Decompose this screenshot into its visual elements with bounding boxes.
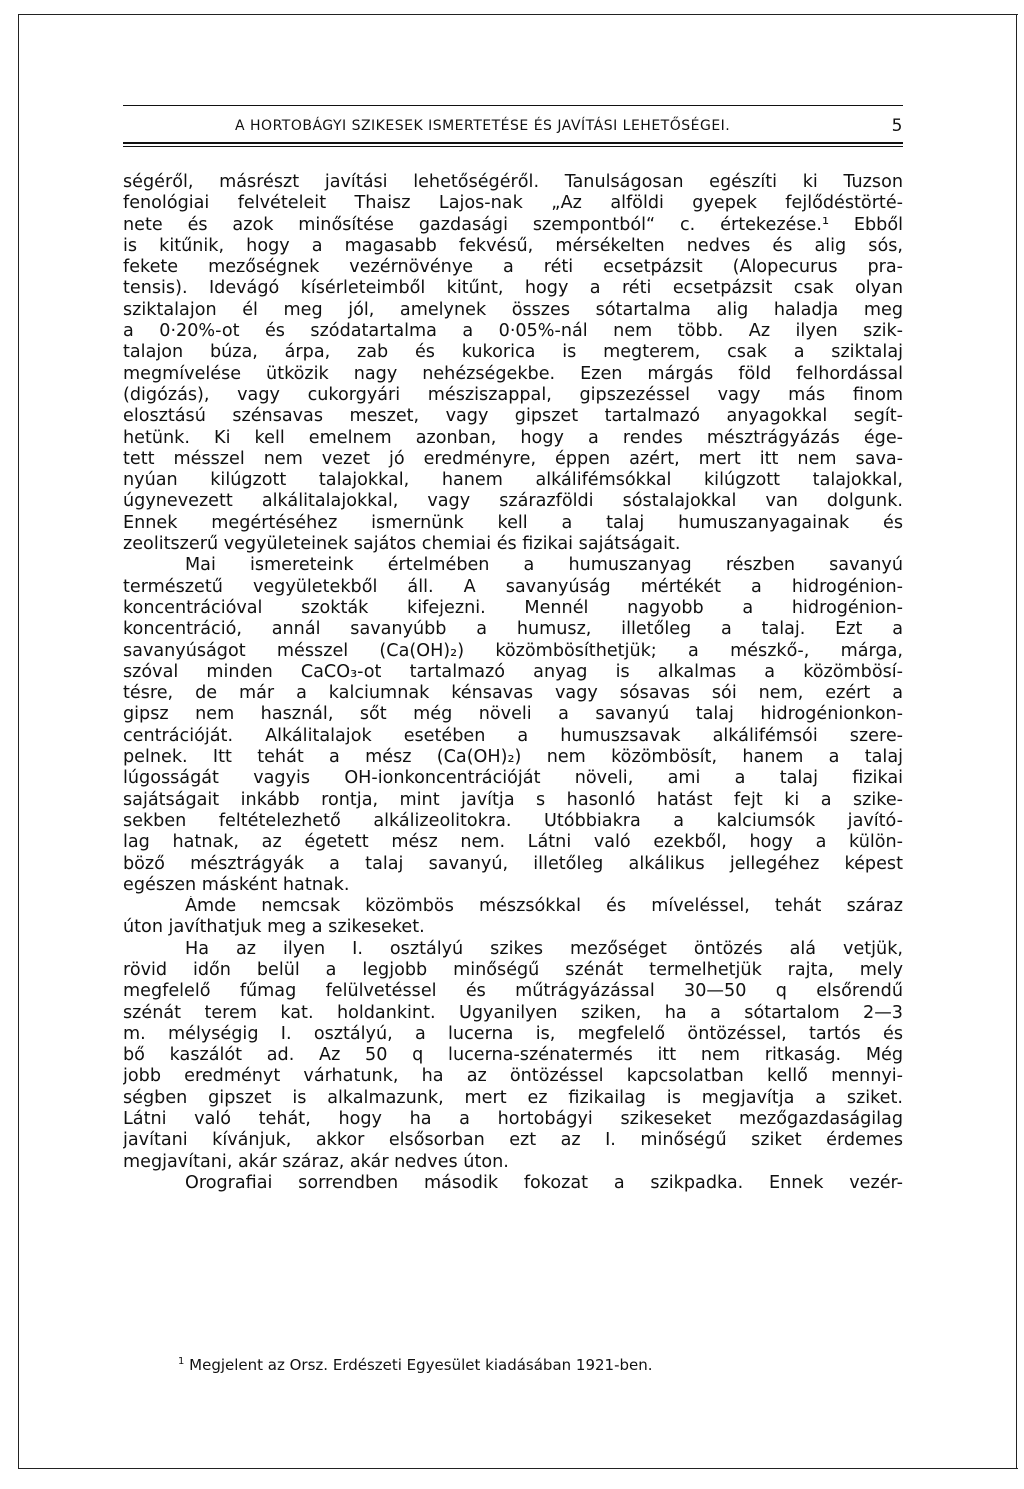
text-line: Látni való tehát, hogy ha a hortobágyi szikeseket mezőgazdaságilag [123, 1109, 903, 1130]
text-line: javítani kívánjuk, akkor elsősorban ezt az I. minőségű sziket érdemes [123, 1130, 903, 1151]
running-header-title: A HORTOBÁGYI SZIKESEK ISMERTETÉSE ÉS JAVÍTÁSI LEHETŐSÉGEI. [235, 118, 731, 134]
text-line: ségben gipszet is alkalmazunk, mert ez fizikailag is megjavítja a sziket. [123, 1087, 903, 1108]
text-line: jobb eredményt várhatunk, ha az öntözéssel kapcsolatban kellő mennyi- [123, 1066, 903, 1087]
text-line: pelnek. Itt tehát a mész (Ca(OH)₂) nem közömbösít, hanem a talaj [123, 747, 903, 768]
footnote-marker: 1 [178, 1356, 185, 1367]
text-line: sziktalajon él meg jól, amelynek összes sótartalma alig haladja meg [123, 299, 903, 320]
text-line: talajon búza, árpa, zab és kukorica is megterem, csak a sziktalaj [123, 342, 903, 363]
text-line: megmívelése ütközik nagy nehézségekbe. Ezen márgás föld felhordással [123, 363, 903, 384]
page-border-top [18, 14, 1018, 15]
text-line: m. mélységig I. osztályú, a lucerna is, megfelelő öntözéssel, tartós és [123, 1023, 903, 1044]
text-line: szénát terem kat. holdankint. Ugyanilyen sziken, ha a sótartalom 2—3 [123, 1002, 903, 1023]
text-line: a 0·20%-ot és szódatartalma a 0·05%-nál nem több. Az ilyen szik- [123, 321, 903, 342]
text-line: megjavítani, akár száraz, akár nedves úton. [123, 1151, 509, 1172]
text-line: lag hatnak, az égetett mész nem. Látni való ezekből, hogy a külön- [123, 832, 903, 853]
text-line: Orografiai sorrendben második fokozat a szikpadka. Ennek vezér- [185, 1172, 903, 1193]
text-line: természetű vegyületekből áll. A savanyúság mértékét a hidrogénion- [123, 576, 903, 597]
text-line: Ámde nemcsak közömbös mészsókkal és míveléssel, tehát száraz [185, 896, 903, 917]
text-line: centrációját. Alkálitalajok esetében a humuszsavak alkálifémsói szere- [123, 725, 903, 746]
header-rule-bottom-thin [123, 146, 903, 147]
text-line: megfelelő fűmag felülvetéssel és műtrágyázással 30—50 q elsőrendű [123, 981, 903, 1002]
text-line: tensis). Idevágó kísérleteimből kitűnt, hogy a réti ecsetpázsit csak olyan [123, 278, 903, 299]
text-line: ségéről, másrészt javítási lehetőségéről. Tanulságosan egészíti ki Tuzson [123, 172, 903, 192]
text-line: Mai ismereteink értelmében a humuszanyag részben savanyú [185, 555, 903, 576]
text-line: bő kaszálót ad. Az 50 q lucerna-szénatermés itt nem ritkaság. Még [123, 1045, 903, 1066]
page-border-bottom [18, 1468, 1018, 1469]
text-line: tett mésszel nem vezet jó eredményre, éppen azért, mert itt nem sava- [123, 448, 903, 469]
text-line: sajátságait inkább rontja, mint javítja s hasonló hatást fejt ki a szike- [123, 789, 903, 810]
page-border-left [18, 14, 19, 1469]
page-number: 5 [891, 116, 903, 136]
text-line: nyúan kilúgzott talajokkal, hanem alkálifémsókkal kilúgzott talajokkal, [123, 470, 903, 491]
text-line: koncentráció, annál savanyúbb a humusz, illetőleg a talaj. Ezt a [123, 619, 903, 640]
text-line: hetünk. Ki kell emelnem azonban, hogy a rendes mésztrágyázás ége- [123, 427, 903, 448]
text-line: Ha az ilyen I. osztályú szikes mezőséget öntözés alá vetjük, [185, 938, 903, 959]
text-line: elosztású szénsavas meszet, vagy gipszet tartalmazó anyagokkal segít- [123, 406, 903, 427]
text-line: koncentrációval szokták kifejezni. Mennél nagyobb a hidrogénion- [123, 597, 903, 618]
text-line: szóval minden CaCO₃-ot tartalmazó anyag is alkalmas a közömbösí- [123, 661, 903, 682]
running-header [123, 116, 903, 138]
text-line: fekete mezőségnek vezérnövénye a réti ecsetpázsit (Alopecurus pra- [123, 257, 903, 278]
body-text [123, 172, 903, 1194]
text-line: úton javíthatjuk meg a szikeseket. [123, 917, 425, 938]
text-line: lúgosságát vagyis OH-ionkoncentrációját növeli, ami a talaj fizikai [123, 768, 903, 789]
text-line: egészen másként hatnak. [123, 874, 350, 895]
page-border-right [1016, 14, 1017, 1469]
text-line: böző mésztrágyák a talaj savanyú, illetőleg alkálikus jellegéhez képest [123, 853, 903, 874]
footnote-text: Megjelent az Orsz. Erdészeti Egyesület kiadásában 1921-ben. [184, 1356, 653, 1374]
text-line: fenológiai felvételeit Thaisz Lajos-nak „Az alföldi gyepek fejlődéstörté- [123, 193, 903, 214]
text-line: tésre, de már a kalciumnak kénsavas vagy sósavas sói nem, ezért a [123, 683, 903, 704]
header-rule-bottom [123, 142, 903, 144]
footnote [178, 1356, 878, 1374]
text-line: zeolitszerű vegyületeinek sajátos chemiai és fizikai sajátságait. [123, 534, 681, 555]
text-line: gipsz nem használ, sőt még növeli a savanyú talaj hidrogénionkon- [123, 704, 903, 725]
text-line: sekben feltételezhető alkálizeolitokra. Utóbbiakra a kalciumsók javító- [123, 810, 903, 831]
text-line: nete és azok minősítése gazdasági szempontból“ c. értekezése.¹ Ebből [123, 214, 903, 235]
text-line: rövid időn belül a legjobb minőségű szénát termelhetjük rajta, mely [123, 959, 903, 980]
text-line: (digózás), vagy cukorgyári mésziszappal, gipszezéssel vagy más finom [123, 384, 903, 405]
text-line: savanyúságot mésszel (Ca(OH)₂) közömbösíthetjük; a mészkő-, márga, [123, 640, 903, 661]
text-line: Ennek megértéséhez ismernünk kell a talaj humuszanyagainak és [123, 512, 903, 533]
text-line: úgynevezett alkálitalajokkal, vagy szárazföldi sóstalajokkal van dolgunk. [123, 491, 903, 512]
header-rule-top [123, 105, 903, 106]
text-line: is kitűnik, hogy a magasabb fekvésű, mérsékelten nedves és alig sós, [123, 235, 903, 256]
